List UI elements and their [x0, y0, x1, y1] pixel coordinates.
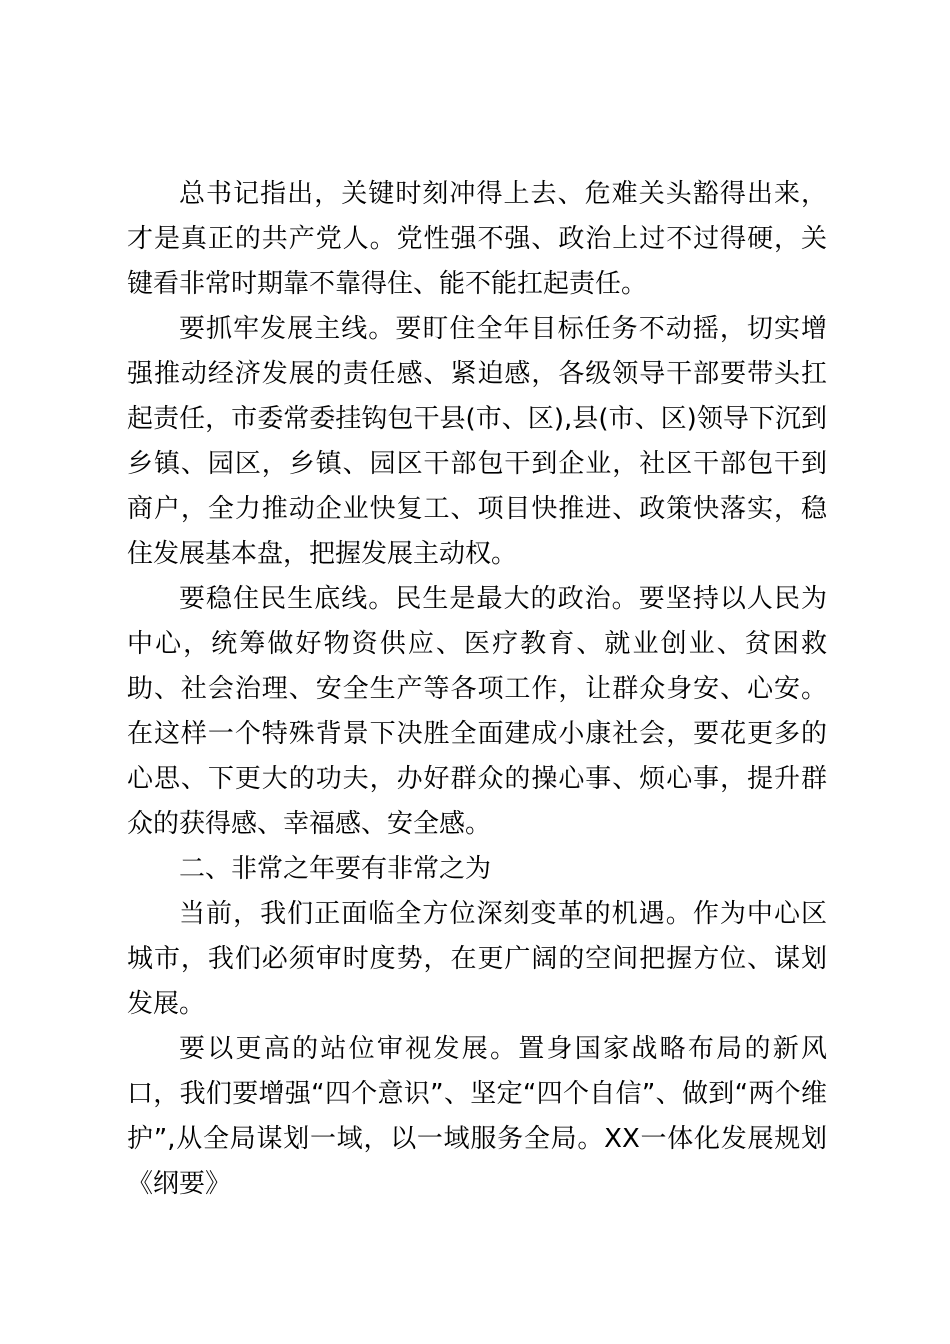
- paragraph-higher-standpoint: 要以更高的站位审视发展。置身国家战略布局的新风口，我们要增强“四个意识”、坚定“四个自信”、做到“两个维护”,从全局谋划一域，以一域服务全局。XX一体化发展规划《纲要》: [127, 1034, 827, 1199]
- document-body: [127, 172, 827, 1207]
- paragraph-livelihood-baseline: 要稳住民生底线。民生是最大的政治。要坚持以人民为中心，统筹做好物资供应、医疗教育、就业创业、贫困救助、社会治理、安全生产等各项工作，让群众身安、心安。在这样一个特殊背景下决胜全面建成小康社会，要花更多的心思、下更大的功夫，办好群众的操心事、烦心事，提升群众的获得感、幸福感、安全感。: [127, 584, 827, 839]
- paragraph-current-opportunity: 当前，我们正面临全方位深刻变革的机遇。作为中心区城市，我们必须审时度势，在更广阔的空间把握方位、谋划发展。: [127, 899, 827, 1019]
- paragraph-development-mainline: 要抓牢发展主线。要盯住全年目标任务不动摇，切实增强推动经济发展的责任感、紧迫感，各级领导干部要带头扛起责任，市委常委挂钩包干县(市、区),县(市、区)领导下沉到乡镇、园区，乡镇、园区干部包干到企业，社区干部包干到商户，全力推动企业快复工、项目快推进、政策快落实，稳住发展基本盘，把握发展主动权。: [127, 314, 827, 569]
- paragraph-key-moments: 总书记指出，关键时刻冲得上去、危难关头豁得出来，才是真正的共产党人。党性强不强、政治上过不过得硬，关键看非常时期靠不靠得住、能不能扛起责任。: [127, 179, 827, 299]
- section-heading: 二、非常之年要有非常之为: [179, 854, 492, 884]
